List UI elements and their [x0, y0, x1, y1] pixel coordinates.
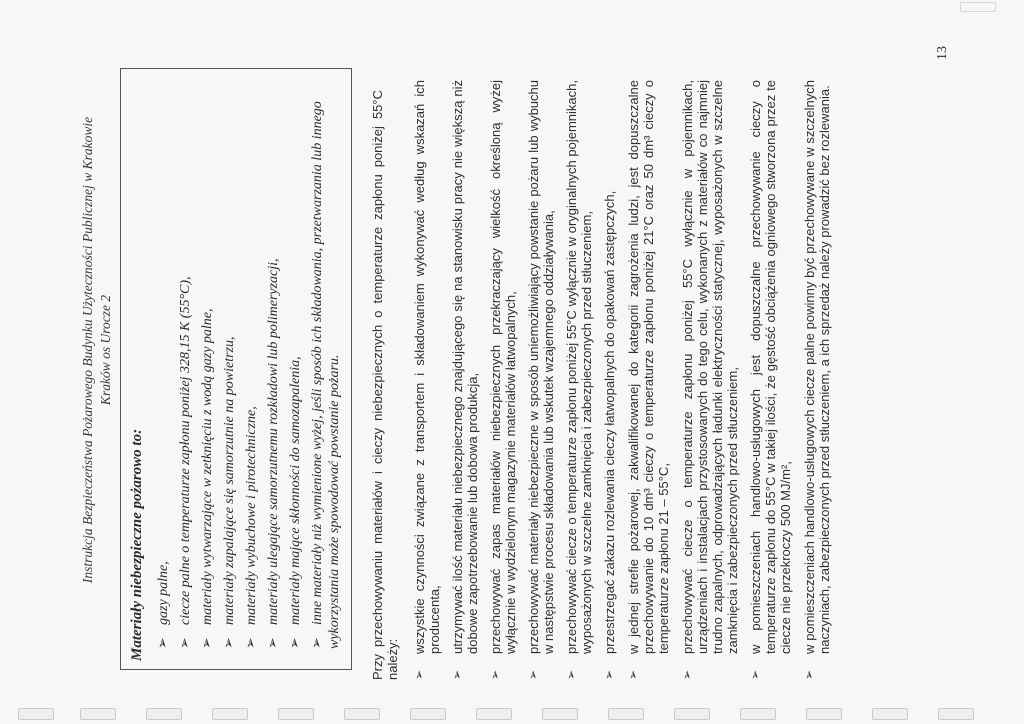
- arrow-bullet-icon: ➢: [488, 669, 502, 680]
- arrow-bullet-icon: ➢: [748, 669, 762, 680]
- list-item: ➢ przechowywać materiały niebezpieczne w sposób uniemożliwiający powstanie pożaru lub wybuchu w następstwie procesu składowania lub wskutek wzajemnego oddziaływania,: [526, 80, 556, 680]
- list-item: ➢ w pomieszczeniach handlowo-usługowych jest dopuszczalne przechowywanie cieczy o temperaturze zapłonu do 55°C w takiej ilości, że gęstość obciążenia ogniowego stworzona przez te ciecze nie przekroczy 500 MJ/m²,: [748, 80, 793, 680]
- box-item: ➢inne materiały niż wymienione wyżej, jeśli sposób ich składowania, przetwarzania lub innego wykorzystania może spowodować powstanie pożaru.: [310, 101, 342, 649]
- box-item: ➢materiały mające skłonności do samozapalenia,: [288, 356, 303, 649]
- arrow-bullet-icon: ➢: [564, 669, 578, 680]
- intro-paragraph: Przy przechowywaniu materiałów i cieczy niebezpiecznych o temperaturze zapłonu poniżej 55°C należy:: [370, 90, 400, 680]
- arrow-bullet-icon: ➢: [802, 669, 816, 680]
- hazard-materials-box: [120, 68, 352, 670]
- list-item: ➢ przechowywać zapas materiałów niebezpiecznych przekraczający wielkość określoną wyżej wyłącznie w wydzielonym magazynie materiałów łatwopalnych,: [488, 80, 518, 680]
- arrow-bullet-icon: ➢: [244, 637, 259, 649]
- box-item: ➢materiały zapalające się samorzutnie na powietrzu,: [222, 336, 237, 649]
- box-item: ➢materiały wytwarzające w zetknięciu z wodą gazy palne,: [200, 308, 215, 649]
- arrow-bullet-icon: ➢: [310, 637, 325, 649]
- arrow-bullet-icon: ➢: [526, 669, 540, 680]
- arrow-bullet-icon: ➢: [626, 669, 640, 680]
- list-item: ➢ przestrzegać zakazu rozlewania cieczy łatwopalnych do opakowań zastępczych,: [602, 190, 617, 680]
- header-address: Kraków os Urocze 2: [98, 294, 113, 406]
- box-item: ➢materiały wybuchowe i pirotechniczne,: [244, 406, 259, 649]
- box-title: Materiały niebezpieczne pożarowo to:: [129, 428, 145, 661]
- list-item: ➢ przechowywać ciecze o temperaturze zapłonu poniżej 55°C wyłącznie w oryginalnych pojemnikach, wyposażonych w szczelne zamknięcia i zabezpieczonych przed stłuczeniem,: [564, 80, 594, 680]
- page-number: 13: [935, 46, 950, 60]
- arrow-bullet-icon: ➢: [222, 637, 237, 649]
- arrow-bullet-icon: ➢: [602, 669, 616, 680]
- list-item: ➢ wszystkie czynności związane z transportem i składowaniem wykonywać według wskazań ich producenta,: [412, 80, 442, 680]
- box-item: ➢ciecze palne o temperaturze zapłonu poniżej 328,15 K (55°C),: [178, 276, 193, 649]
- arrow-bullet-icon: ➢: [178, 637, 193, 649]
- arrow-bullet-icon: ➢: [450, 669, 464, 680]
- list-item: ➢ w jednej strefie pożarowej, zakwalifikowanej do kategorii zagrożenia ludzi, jest dopuszczalne przechowywanie do 10 dm³ cieczy o temperaturze zapłonu poniżej 21°C oraz 50 dm³ cieczy o temperaturze zapłonu 21 – 55°C,: [626, 80, 671, 680]
- list-item: ➢ utrzymywać ilość materiału niebezpiecznego znajdującego się na stanowisku pracy nie większą niż dobowe zapotrzebowanie lub dobowa produkcja,: [450, 80, 480, 680]
- arrow-bullet-icon: ➢: [412, 669, 426, 680]
- box-item: ➢materiały ulegające samorzutnemu rozkładowi lub polimeryzacji,: [266, 258, 281, 649]
- box-item: ➢gazy palne,: [156, 561, 171, 649]
- document-page: [30, 0, 990, 700]
- arrow-bullet-icon: ➢: [288, 637, 303, 649]
- arrow-bullet-icon: ➢: [200, 637, 215, 649]
- header-title: Instrukcja Bezpieczeństwa Pożarowego Budynku Użyteczności Publicznej w Krakowie: [80, 116, 95, 584]
- arrow-bullet-icon: ➢: [680, 669, 694, 680]
- list-item: ➢ przechowywać ciecze o temperaturze zapłonu poniżej 55°C wyłącznie w pojemnikach, urządzeniach i instalacjach przystosowanych do tego celu, wykonanych z materiałów co najmniej trudno zapalnych, odprowadzających ładunki elektryczności statycznej, wyposażonych w szczelne zamknięcia i zabezpieczonych przed stłuczeniem,: [680, 80, 740, 680]
- arrow-bullet-icon: ➢: [156, 637, 171, 649]
- list-item: ➢ w pomieszczeniach handlowo-usługowych ciecze palne powinny być przechowywane w szczelnych naczyniach, zabezpieczonych przed stłuczeniem, a ich sprzedaż należy prowadzić bez rozlewania.: [802, 80, 832, 680]
- arrow-bullet-icon: ➢: [266, 637, 281, 649]
